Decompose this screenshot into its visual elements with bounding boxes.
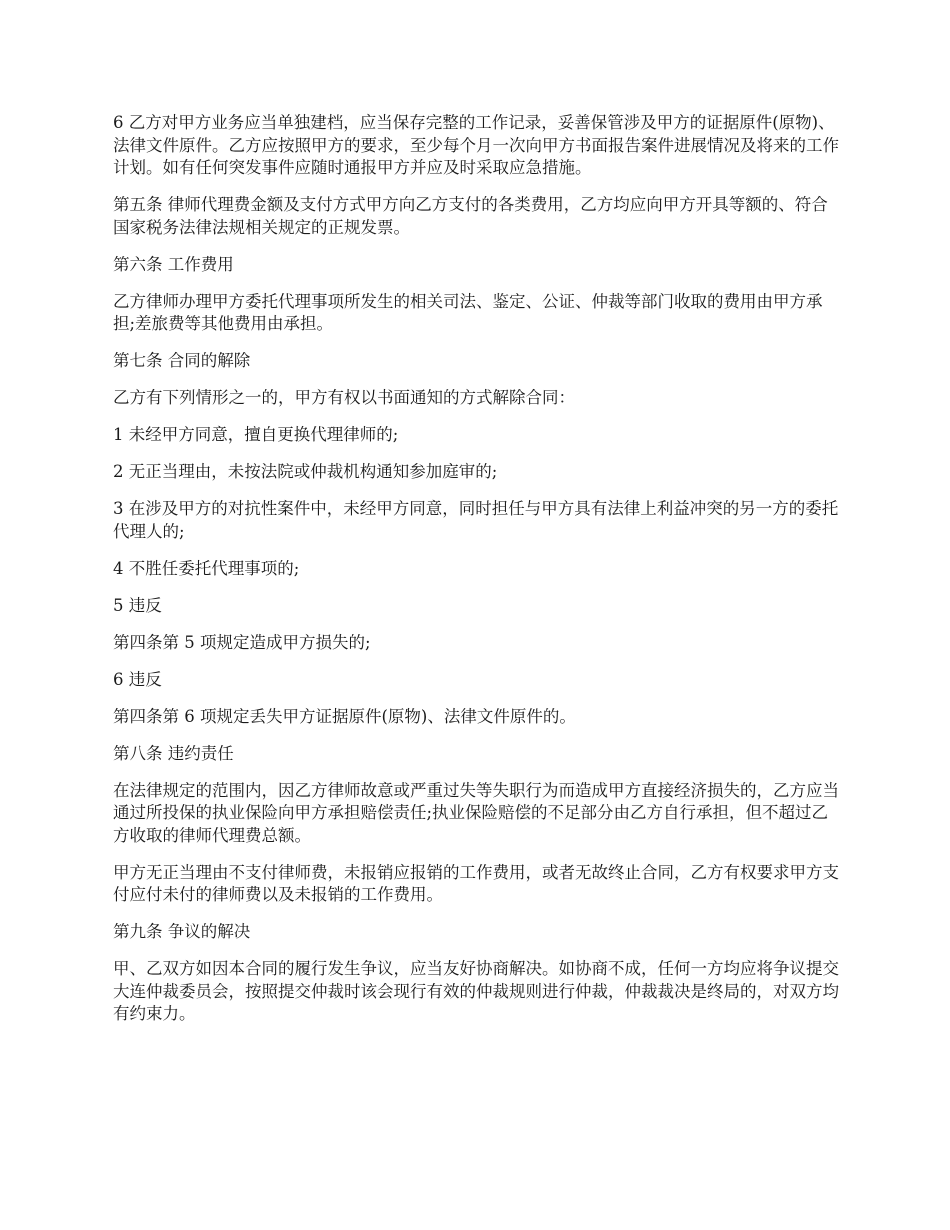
paragraph-clause-4-item-6: 6 乙方对甲方业务应当单独建档，应当保存完整的工作记录，妥善保管涉及甲方的证据原件(原物)、法律文件原件。乙方应按照甲方的要求，至少每个月一次向甲方书面报告案件进展情况及将来的工作计划。如有任何突发事件应随时通报甲方并应及时采取应急措施。 — [113, 113, 839, 177]
list-item-termination-6: 6 违反 — [113, 669, 162, 689]
list-item-termination-5-detail: 第四条第 5 项规定造成甲方损失的; — [113, 632, 371, 652]
document-body — [113, 112, 839, 1040]
list-item-termination-5: 5 违反 — [113, 595, 162, 615]
heading-article-9: 第九条 争议的解决 — [113, 922, 251, 941]
paragraph-article-6-body: 乙方律师办理甲方委托代理事项所发生的相关司法、鉴定、公证、仲裁等部门收取的费用由甲方承担;差旅费等其他费用由承担。 — [113, 291, 823, 333]
paragraph-article-9-body: 甲、乙双方如因本合同的履行发生争议，应当友好协商解决。如协商不成，任何一方均应将争议提交大连仲裁委员会，按照提交仲裁时该会现行有效的仲裁规则进行仲裁，仲裁裁决是终局的，对双方均有约束力。 — [113, 959, 839, 1023]
list-item-termination-6-detail: 第四条第 6 项规定丢失甲方证据原件(原物)、法律文件原件的。 — [113, 706, 576, 726]
heading-article-6: 第六条 工作费用 — [113, 254, 234, 274]
paragraph-article-8-client-liability: 甲方无正当理由不支付律师费，未报销应报销的工作费用，或者无故终止合同，乙方有权要求甲方支付应付未付的律师费以及未报销的工作费用。 — [113, 862, 839, 904]
paragraph-article-7-intro: 乙方有下列情形之一的，甲方有权以书面通知的方式解除合同： — [113, 388, 575, 407]
list-item-termination-1: 1 未经甲方同意，擅自更换代理律师的; — [113, 425, 399, 444]
list-item-termination-4: 4 不胜任委托代理事项的; — [113, 558, 300, 578]
list-item-termination-2: 2 无正当理由，未按法院或仲裁机构通知参加庭审的; — [113, 462, 498, 481]
paragraph-article-5: 第五条 律师代理费金额及支付方式甲方向乙方支付的各类费用，乙方均应向甲方开具等额的、符合国家税务法律法规相关规定的正规发票。 — [113, 195, 828, 237]
list-item-termination-3: 3 在涉及甲方的对抗性案件中，未经甲方同意，同时担任与甲方具有法律上利益冲突的另一方的委托代理人的; — [113, 499, 839, 541]
heading-article-8: 第八条 违约责任 — [113, 743, 234, 763]
paragraph-article-8-lawyer-liability: 在法律规定的范围内，因乙方律师故意或严重过失等失职行为而造成甲方直接经济损失的，乙方应当通过所投保的执业保险向甲方承担赔偿责任;执业保险赔偿的不足部分由乙方自行承担，但不超过乙方收取的律师代理费总额。 — [113, 780, 839, 845]
heading-article-7: 第七条 合同的解除 — [113, 351, 251, 370]
